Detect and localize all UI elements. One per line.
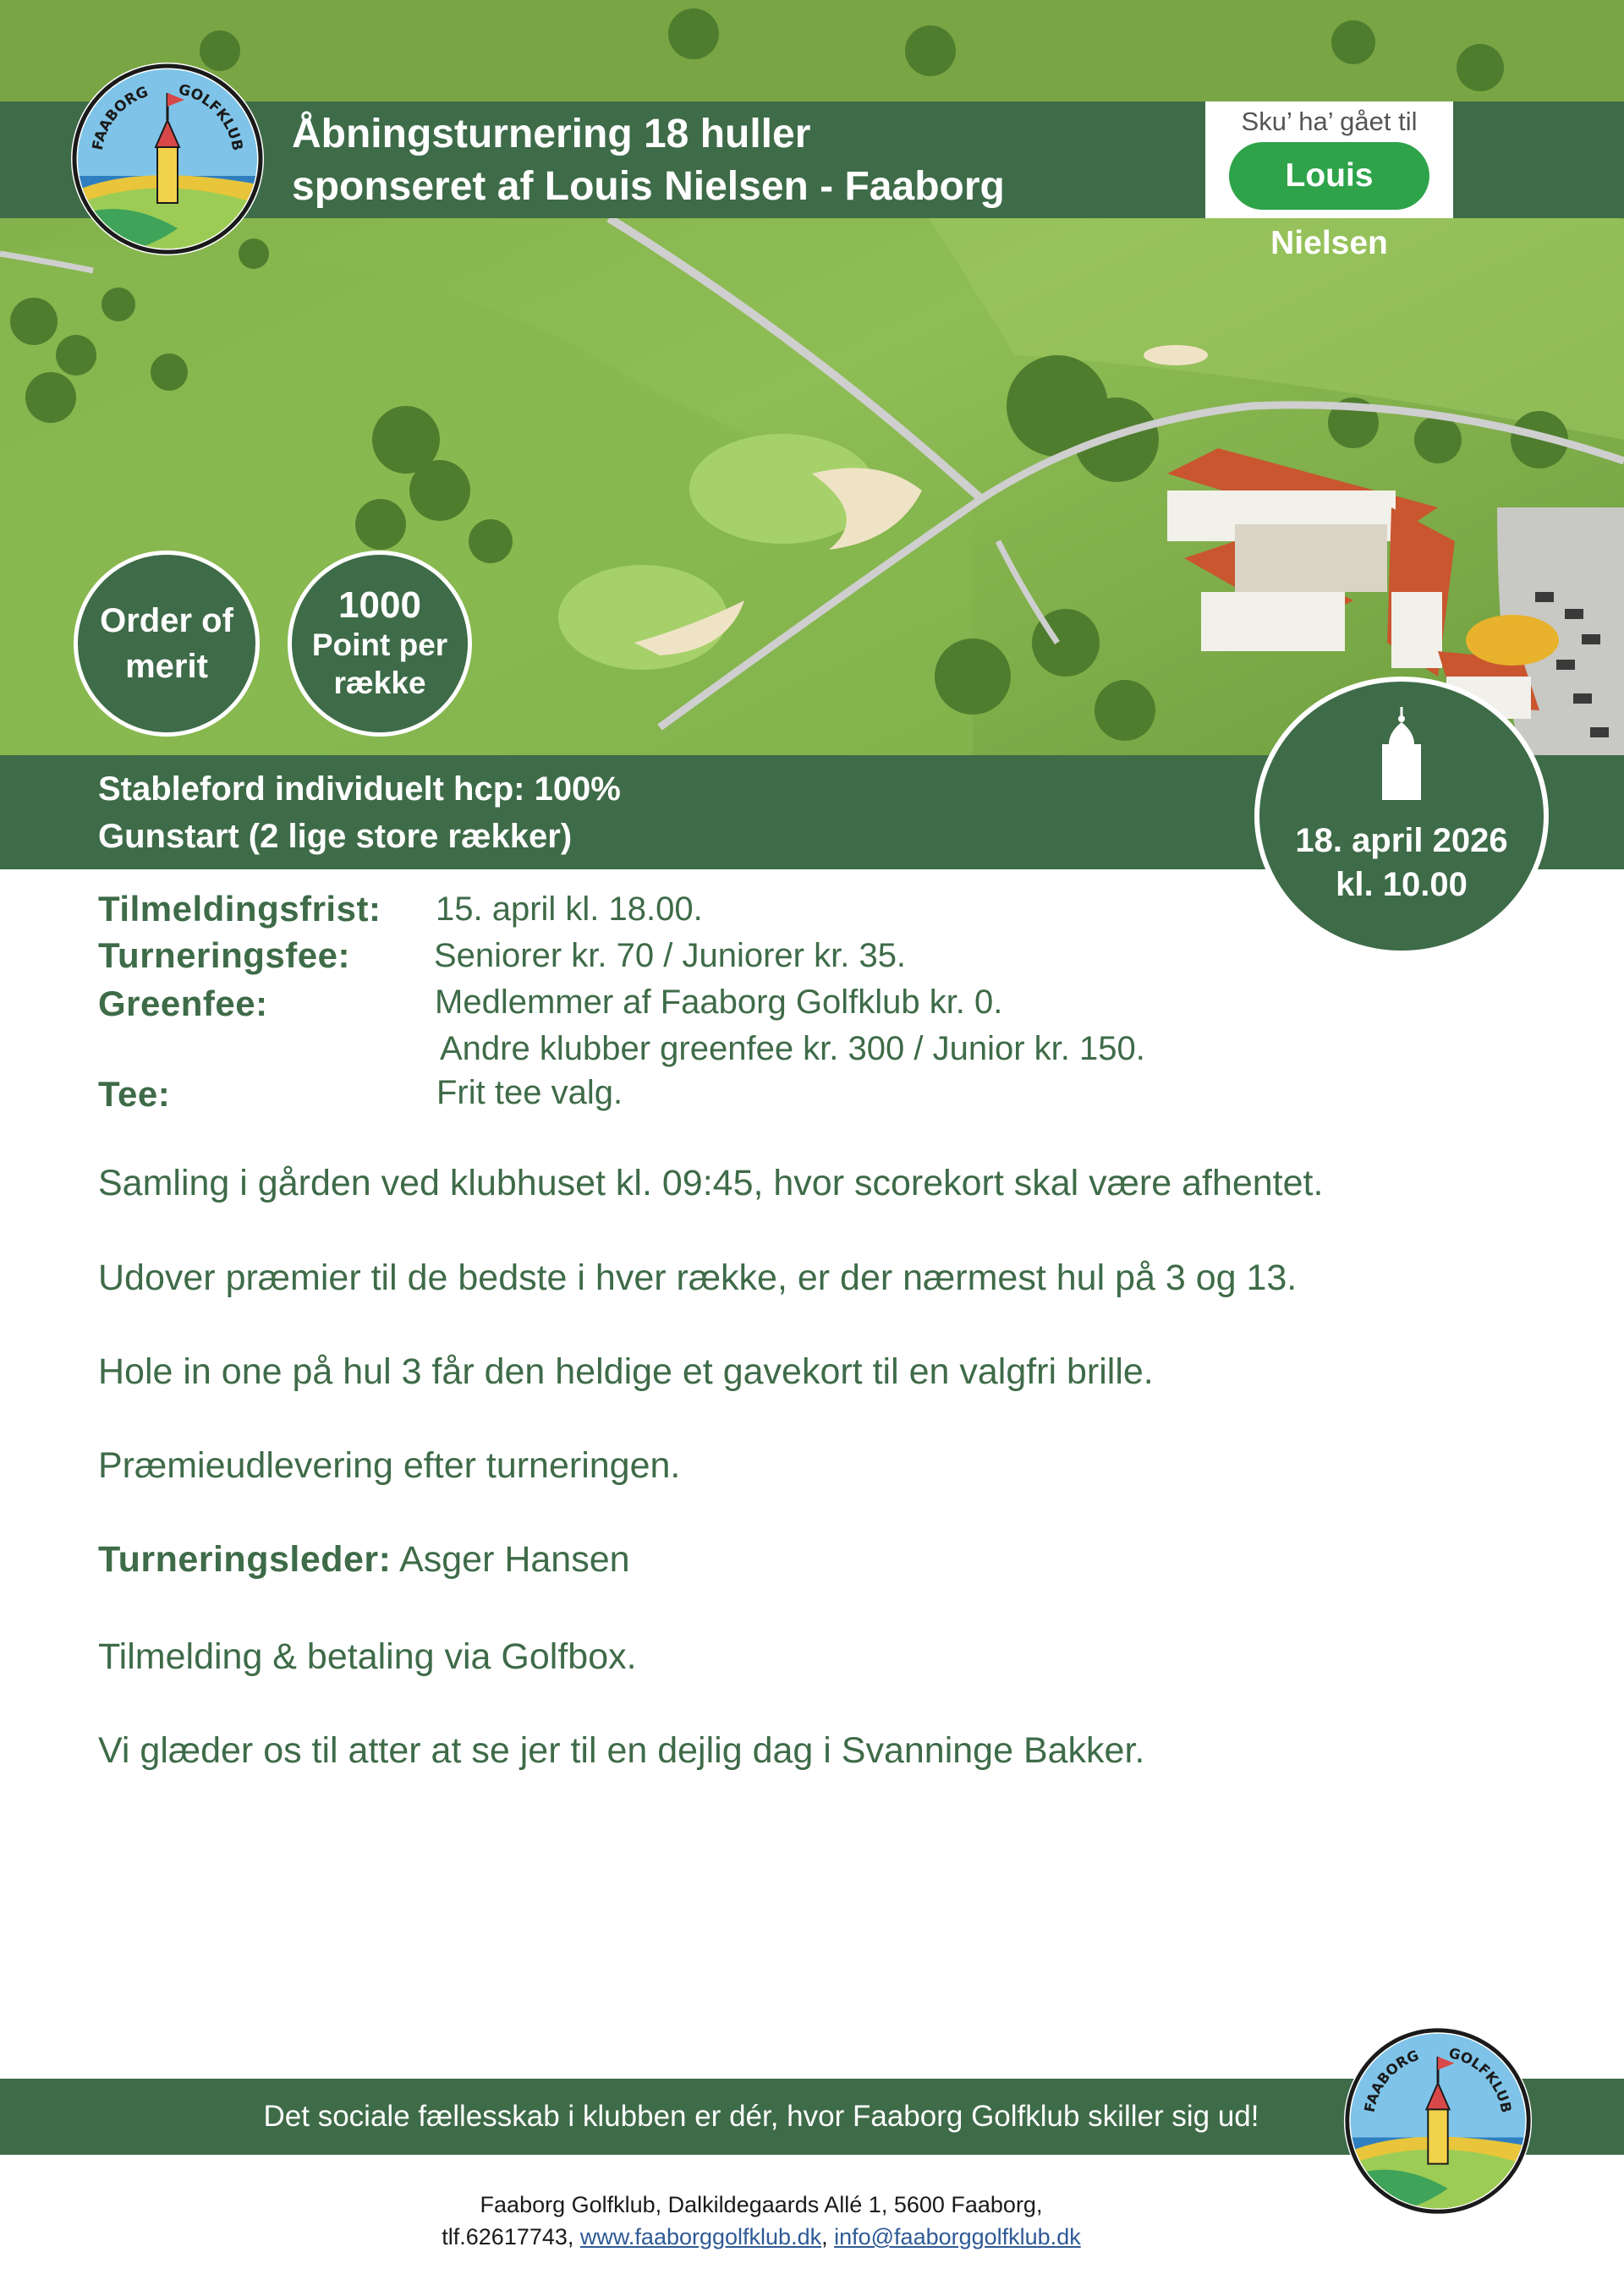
footer-slogan: Det sociale fællesskab i klubben er dér, hvor Faaborg Golfklub skiller sig ud! bbox=[263, 2100, 1259, 2133]
website-link[interactable]: www.faaborggolfklub.dk bbox=[579, 2224, 822, 2249]
faaborg-golfklub-logo bbox=[68, 59, 267, 259]
hole-in-one-paragraph: Hole in one på hul 3 får den heldige et gavekort til en valgfri brille. bbox=[98, 1351, 1154, 1392]
event-date: 18. april 2026 bbox=[1295, 822, 1508, 859]
closing-paragraph: Vi glæder os til atter at se jer til en dejlig dag i Svanninge Bakker. bbox=[98, 1730, 1145, 1771]
contact-address: Faaborg Golfklub, Dalkildegaards Allé 1, 5600 Faaborg, bbox=[480, 2192, 1043, 2217]
points-value: 1000 bbox=[338, 584, 421, 626]
tee-label: Tee: bbox=[98, 1074, 171, 1114]
email-link[interactable]: info@faaborggolfklub.dk bbox=[834, 2224, 1081, 2249]
leader-name: Asger Hansen bbox=[399, 1539, 630, 1580]
prize-ceremony-paragraph: Præmieudlevering efter turneringen. bbox=[98, 1445, 681, 1486]
date-text bbox=[1259, 819, 1544, 907]
tee-value: Frit tee valg. bbox=[436, 1074, 623, 1111]
format-line-1: Stableford individuelt hcp: 100% bbox=[98, 770, 621, 808]
points-label-line-1: Point per bbox=[311, 627, 448, 662]
order-of-merit-badge bbox=[74, 551, 260, 737]
date-badge bbox=[1254, 677, 1549, 956]
logo-text-golfklub: GOLFKLUB bbox=[176, 81, 246, 152]
format-line-2: Gunstart (2 lige store rækker) bbox=[98, 818, 573, 855]
points-badge bbox=[288, 551, 472, 737]
event-title-line-2: sponseret af Louis Nielsen - Faaborg bbox=[292, 164, 1005, 209]
greenfee-label: Greenfee: bbox=[98, 984, 268, 1023]
greenfee-value-members: Medlemmer af Faaborg Golfklub kr. 0. bbox=[435, 984, 1003, 1021]
contact-phone: tlf.62617743, bbox=[442, 2224, 574, 2249]
gathering-paragraph: Samling i gården ved klubhuset kl. 09:45, hvor scorekort skal være afhentet. bbox=[98, 1163, 1324, 1203]
leader-label: Turneringsleder: bbox=[98, 1539, 392, 1580]
logo-text-faaborg: FAABORG bbox=[89, 83, 151, 152]
order-of-merit-line-2: merit bbox=[125, 648, 208, 685]
event-title-line-1: Åbningsturnering 18 huller bbox=[292, 112, 811, 156]
logo-footer-text-faaborg: FAABORG bbox=[1361, 2047, 1422, 2114]
sponsor-logo-box bbox=[1205, 101, 1453, 261]
deadline-value: 15. april kl. 18.00. bbox=[436, 890, 703, 928]
fee-value: Seniorer kr. 70 / Juniorer kr. 35. bbox=[434, 937, 907, 974]
points-label-line-2: række bbox=[333, 666, 426, 700]
greenfee-value-others: Andre klubber greenfee kr. 300 / Junior kr. 150. bbox=[440, 1030, 1145, 1067]
louis-nielsen-logo: Louis Nielsen bbox=[1229, 142, 1429, 210]
deadline-label: Tilmeldingsfrist: bbox=[98, 889, 381, 929]
contact-line: tlf.62617743, www.faaborggolfklub.dk, info@faaborggolfklub.dk bbox=[442, 2224, 1081, 2249]
sponsor-tagline: Sku’ ha’ gået til bbox=[1241, 107, 1418, 136]
event-time: kl. 10.00 bbox=[1336, 866, 1468, 903]
church-tower-icon bbox=[1377, 707, 1426, 800]
order-of-merit-line-1: Order of bbox=[100, 602, 233, 639]
tournament-leader bbox=[98, 1539, 630, 1581]
fee-label: Turneringsfee: bbox=[98, 935, 350, 975]
logo-footer-text-golfklub: GOLFKLUB bbox=[1446, 2045, 1515, 2114]
faaborg-golfklub-logo-footer bbox=[1341, 2024, 1535, 2218]
event-title bbox=[292, 108, 1005, 213]
format-text bbox=[98, 765, 621, 860]
prizes-paragraph: Udover præmier til de bedste i hver række, er der nærmest hul på 3 og 13. bbox=[98, 1258, 1298, 1298]
signup-paragraph: Tilmelding & betaling via Golfbox. bbox=[98, 1636, 637, 1677]
